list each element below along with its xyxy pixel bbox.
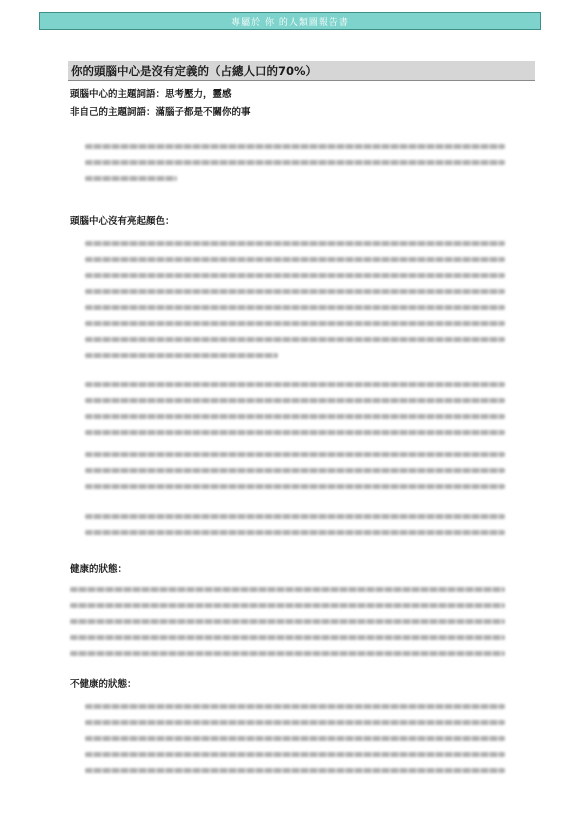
blurred-paragraph <box>85 514 505 546</box>
section-title <box>68 61 535 81</box>
blurred-paragraph <box>85 241 505 369</box>
blurred-paragraph <box>85 704 505 784</box>
theme-keywords: 頭腦中心的主題詞語：思考壓力，靈感 <box>70 89 232 100</box>
subheading-healthy: 健康的狀態： <box>70 564 128 575</box>
section-title-text: 你的頭腦中心是沒有定義的（占總人口的70%） <box>71 63 318 78</box>
subheading-undefined-color: 頭腦中心沒有亮起顏色： <box>70 216 175 227</box>
blurred-paragraph <box>85 382 505 446</box>
blurred-paragraph <box>85 144 505 192</box>
report-header-bar <box>39 12 541 30</box>
not-self-theme-keywords: 非自己的主題詞語：滿腦子都是不關你的事 <box>70 107 251 118</box>
subheading-unhealthy: 不健康的狀態： <box>70 679 137 690</box>
blurred-paragraph <box>85 452 505 500</box>
blurred-paragraph <box>70 587 505 667</box>
report-header-title: 專屬於 你 的人類圖報告書 <box>231 17 349 28</box>
